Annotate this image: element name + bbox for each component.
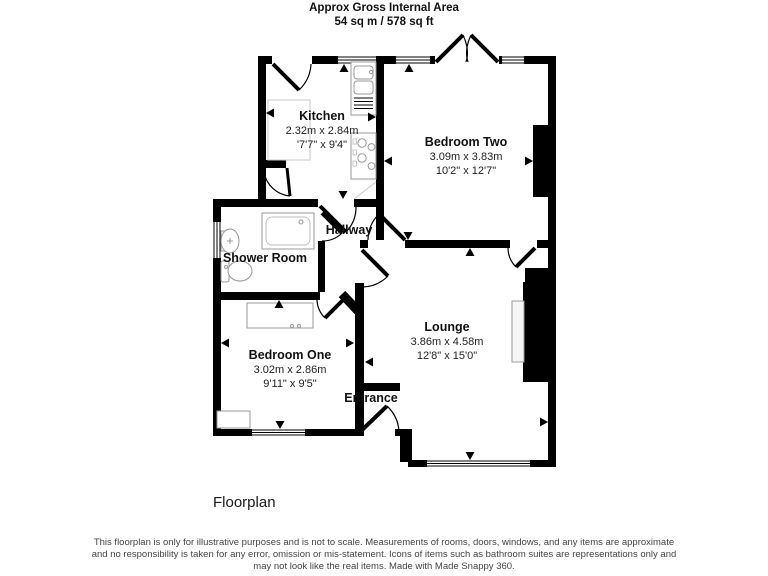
bedroom-two-door	[368, 214, 405, 240]
kitchen-cupboard-door	[264, 168, 290, 196]
lounge-imperial: 12'8" x 15'0"	[416, 350, 478, 362]
shower-room-label: Shower Room	[222, 251, 308, 265]
kitchen-corner-door	[273, 64, 311, 90]
bedroom-two-metric: 3.09m x 3.83m	[429, 151, 503, 163]
floorplan-caption: Floorplan	[213, 494, 276, 511]
entrance-label: Entrance	[344, 391, 398, 405]
bedroom-two-double-doors	[436, 35, 498, 62]
kitchen-label: Kitchen	[299, 109, 345, 123]
bedroom-two-chimney-breast	[533, 125, 548, 197]
basin	[221, 229, 239, 253]
bedroom-one-label: Bedroom One	[248, 348, 332, 362]
bedroom-one-metric: 3.02m x 2.86m	[253, 364, 327, 376]
title-line-2: 54 sq m / 578 sq ft	[334, 16, 434, 28]
lounge-label: Lounge	[424, 320, 470, 334]
disclaimer-line-3: may not look like the real items. Made with Made Snappy 360.	[253, 561, 515, 572]
bedroom-two-window-left	[396, 56, 430, 64]
shower-room-window	[213, 222, 221, 258]
bedroom-one-door	[317, 299, 344, 318]
kitchen-metric: 2.32m x 2.84m	[285, 125, 359, 137]
bedroom-one-window	[252, 429, 305, 436]
title-line-1: Approx Gross Internal Area	[309, 2, 459, 14]
lounge-metric: 3.86m x 4.58m	[410, 336, 484, 348]
shower-tray	[262, 213, 314, 249]
bedroom-one-imperial: 9'11" x 9'5"	[263, 378, 317, 390]
wall-stub	[525, 268, 548, 282]
disclaimer-line-2: and no responsibility is taken for any error, omission or mis-statement. Icons of items such as bathroom suites are representations only and	[91, 549, 677, 560]
lounge-window	[427, 460, 530, 467]
lounge-bedroom-two-door	[508, 248, 535, 267]
kitchen-imperial: '7'7" x 9'4"	[296, 139, 348, 151]
bedroom-one-unit	[217, 411, 250, 428]
kitchen-sink	[351, 62, 376, 115]
front-door	[361, 406, 399, 431]
lounge-chimney-breast	[523, 282, 548, 382]
bedroom-two-imperial: 10'2" x 12'7"	[435, 165, 497, 177]
disclaimer-line-1: This floorplan is only for illustrative purposes and is not to scale. Measurements of rooms, doors, windows, and any items are approximate	[93, 537, 675, 548]
lounge-hallway-door	[356, 248, 388, 287]
hallway-label: Hallway	[325, 223, 373, 237]
fireplace	[512, 301, 524, 362]
bedroom-two-label: Bedroom Two	[424, 135, 508, 149]
kitchen-hob	[351, 133, 376, 199]
entrance-top-wall	[356, 383, 400, 391]
bedroom-two-window-right	[502, 56, 524, 64]
